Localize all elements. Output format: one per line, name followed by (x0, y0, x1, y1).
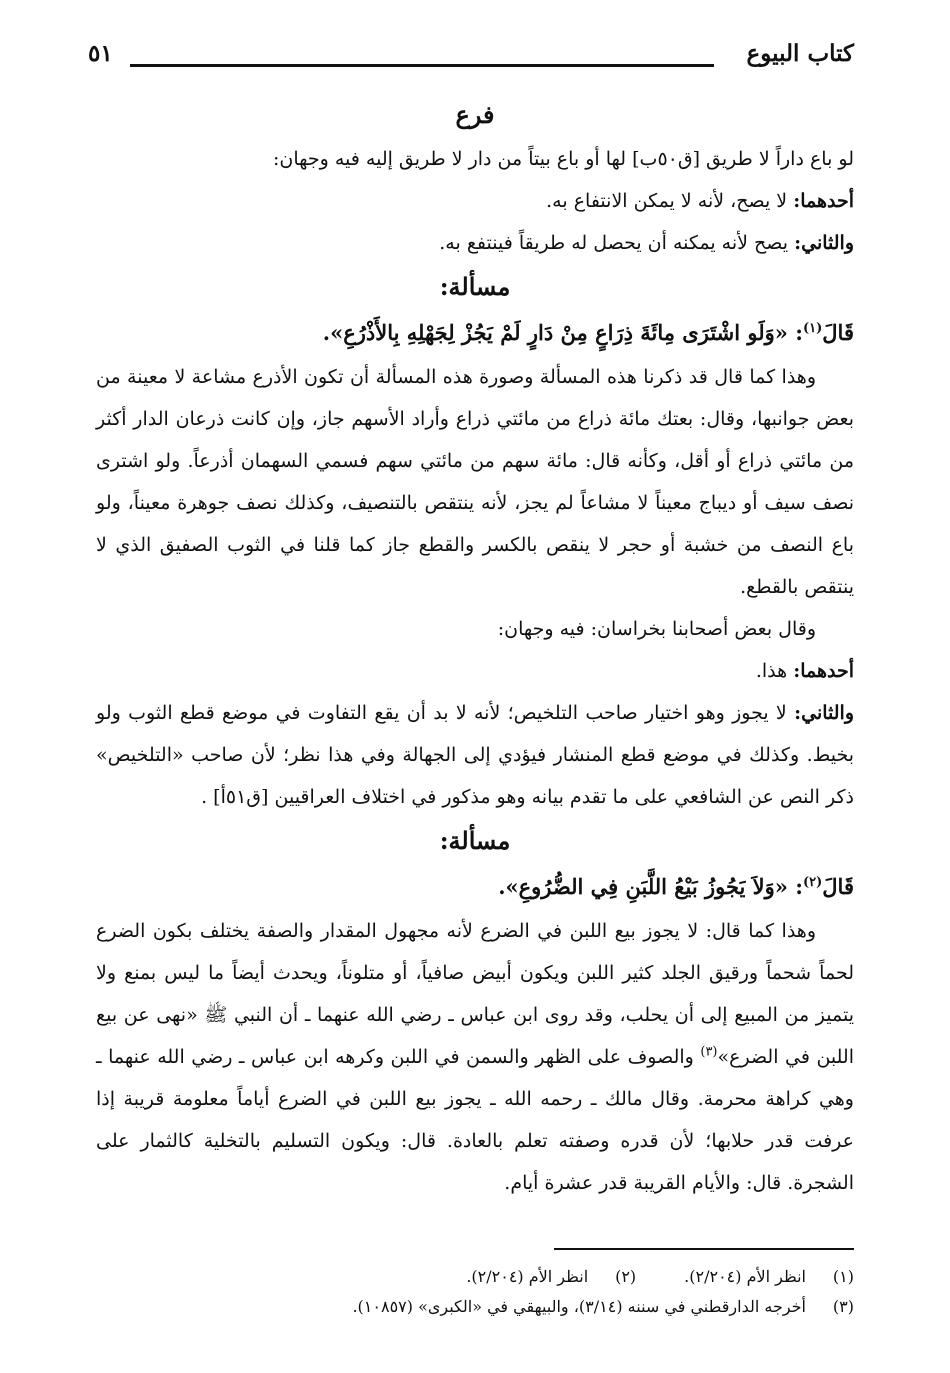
quote: : «وَلاَ يَجُوزُ بَيْعُ اللَّبَنِ فِي الضُّرُوعِ». (498, 874, 803, 899)
paragraph-text: يصح لأنه يمكنه أن يحصل له طريقاً فينتفع به. (439, 232, 795, 254)
paragraph: وقال بعض أصحابنا بخراسان: فيه وجهان: (497, 618, 816, 640)
paragraph-text: هذا. (755, 660, 794, 682)
paragraph-text: لا يجوز وهو اختيار صاحب التلخيص؛ لأنه لا بد أن يقع التفاوت في موضع قطع الثوب ولو بخيط. وكذلك في موضع قطع المنشار فيؤدي إلى الجهالة وفي هذا نظر؛ لأن صاحب «التلخيص» ذكر النص عن الشافعي على ما تقدم بيانه وهو مذكور في اختلاف العراقيين [ق٥١أ] . (96, 702, 854, 808)
paragraph (96, 180, 854, 222)
paragraph (96, 910, 854, 1204)
paragraph-text: وهذا كما قال: لا يجوز بيع اللبن في الضرع لأنه مجهول المقدار والصفة يختلف بكون الضرع لحماً شحماً ورقيق الجلد كثير اللبن ويكون أبيض صافياً، أو متلوناً، ويحدث أيضاً ما ليس بمنع ولا يتميز من المبيع إلى أن يحلب، وقد روى ابن عباس ـ رضي الله عنهما ـ أن النبي ﷺ «نهى عن بيع اللبن في الضرع» (96, 920, 854, 1068)
qal-word: قَالَ (822, 320, 854, 345)
label-first: أحدهما: (793, 660, 854, 682)
label-second: والثاني: (794, 232, 854, 254)
paragraph (96, 692, 854, 818)
footnote-ref: (١) (803, 321, 823, 336)
section-heading-masala: مسألة: (439, 826, 511, 855)
quote: : «وَلَو اشْتَرَى مِائَةَ ذِرَاعٍ مِنْ دَارٍ لَمْ يَجُزْ لِجَهْلِهِ بِالأَذْرُعِ». (322, 320, 803, 345)
paragraph (96, 650, 854, 692)
footnote-row (96, 1262, 854, 1292)
paragraph-text: والصوف على الظهر والسمن في اللبن وكرهه ابن عباس ـ رضي الله عنهما ـ وهي كراهة محرمة. وقال مالك ـ رحمه الله ـ يجوز بيع اللبن في الضرع أياماً معلومة قريبة إذا عرفت قدر حلابها؛ لأن قدره وصفته تعلم بالعادة. قال: ويكون التسليم بالتخلية كالثمار على الشجرة. قال: والأيام القريبة قدر عشرة أيام. (96, 1046, 854, 1194)
label-first: أحدهما: (793, 190, 854, 212)
footnote-number: (٣) (832, 1297, 854, 1316)
footnote-ref: (٢) (803, 875, 823, 890)
footnote-rule (554, 1248, 854, 1250)
footnote-text: أخرجه الدارقطني في سننه (٣/١٤)، والبيهقي في «الكبرى» (١٠٨٥٧). (352, 1297, 806, 1316)
quoted-text (96, 864, 854, 910)
section-heading-masala: مسألة: (439, 272, 511, 301)
footnote-text: انظر الأم (٢/٢٠٤). (466, 1267, 589, 1286)
footnote-text: انظر الأم (٢/٢٠٤). (684, 1267, 806, 1286)
paragraph: وهذا كما قال قد ذكرنا هذه المسألة وصورة هذه المسألة أن تكون الأذرع مشاعة لا معينة من بعض جوانبها، وقال: بعتك مائة ذراع من مائتي ذراع وأراد الأسهم جاز، وإن كانت ذرعان الدار أكثر من مائتي ذراع أو أقل، وكأنه قال: مائة سهم من مائتي سهم فسمي السهمان أذرعاً. ولو اشترى نصف سيف أو ديباج معيناً لا مشاعاً لم يجز، لأنه ينتقص بالتنصيف، وكذلك نصف جوهرة معيناً، ولو باع النصف من خشبة أو حجر لا ينقص بالكسر والقطع جاز كما قلنا في الثوب الصفيق الذي لا ينتقص بالقطع. (96, 366, 854, 598)
paragraph-text: لا يصح، لأنه لا يمكن الانتفاع به. (546, 190, 794, 212)
header-rule (130, 64, 714, 67)
label-second: والثاني: (794, 702, 854, 724)
paragraph (96, 222, 854, 264)
footnote-number: (١) (832, 1267, 854, 1286)
footnote-number: (٢) (615, 1267, 637, 1286)
quoted-text (96, 310, 854, 356)
qal-word: قَالَ (822, 874, 854, 899)
paragraph: لو باع داراً لا طريق [ق٥٠ب] لها أو باع بيتاً من دار لا طريق إليه فيه وجهان: (273, 148, 854, 170)
footnotes (96, 1262, 854, 1322)
page-header (88, 40, 854, 76)
footnote-ref: (٣) (700, 1044, 718, 1060)
section-heading-far: فرع (455, 100, 495, 129)
footnote-row (96, 1292, 854, 1322)
page-number: ٥١ (88, 40, 113, 67)
page-body (96, 92, 854, 1204)
running-title: كتاب البيوع (746, 40, 854, 67)
